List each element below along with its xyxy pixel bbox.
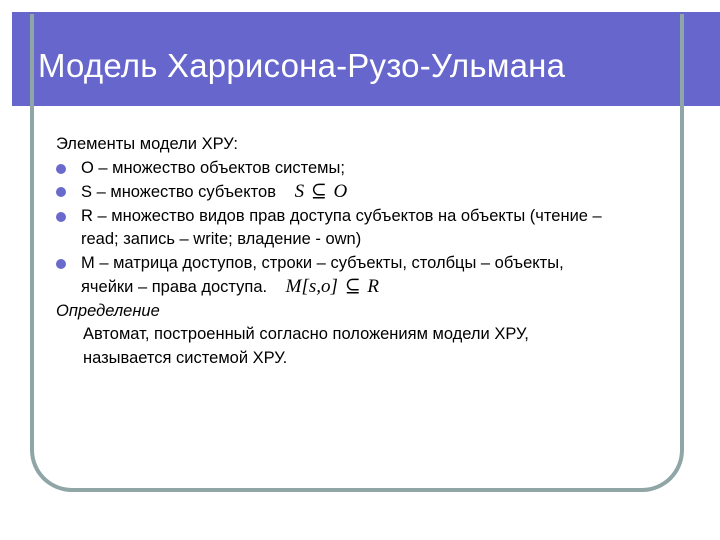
- bullet-dot-icon: [56, 259, 66, 269]
- formula-subset: S ⊆ O: [294, 180, 348, 202]
- intro-text: Элементы модели ХРУ:: [56, 135, 238, 153]
- bullet-dot-icon: [56, 212, 66, 222]
- definition-text: Автомат, построенный согласно положениям модели ХРУ, называется системой ХРУ.: [83, 325, 529, 367]
- bullet-item: [56, 157, 676, 181]
- bullet-item: [56, 205, 676, 252]
- slide-title: Модель Харрисона-Рузо-Ульмана: [38, 47, 566, 84]
- bullet-dot-icon: [56, 164, 66, 174]
- formula-matrix: M[s,o] ⊆ R: [285, 275, 379, 297]
- bullet-text-cont: ячейки – права доступа.: [81, 278, 268, 296]
- bullet-text: R – множество видов прав доступа субъектов на объекты (чтение –: [81, 206, 602, 225]
- bullet-text: O – множество объектов системы;: [81, 158, 345, 177]
- bullet-text: S – множество субъектов: [81, 183, 276, 201]
- bullet-text-cont: read; запись – write; владение - own): [81, 230, 362, 248]
- bullet-item: [56, 252, 676, 300]
- bullet-item: [56, 180, 676, 205]
- bullet-text: M – матрица доступов, строки – субъекты, столбцы – объекты,: [81, 253, 564, 272]
- bullet-dot-icon: [56, 187, 66, 197]
- slide-content: [56, 133, 676, 370]
- definition-label: Определение: [56, 301, 160, 320]
